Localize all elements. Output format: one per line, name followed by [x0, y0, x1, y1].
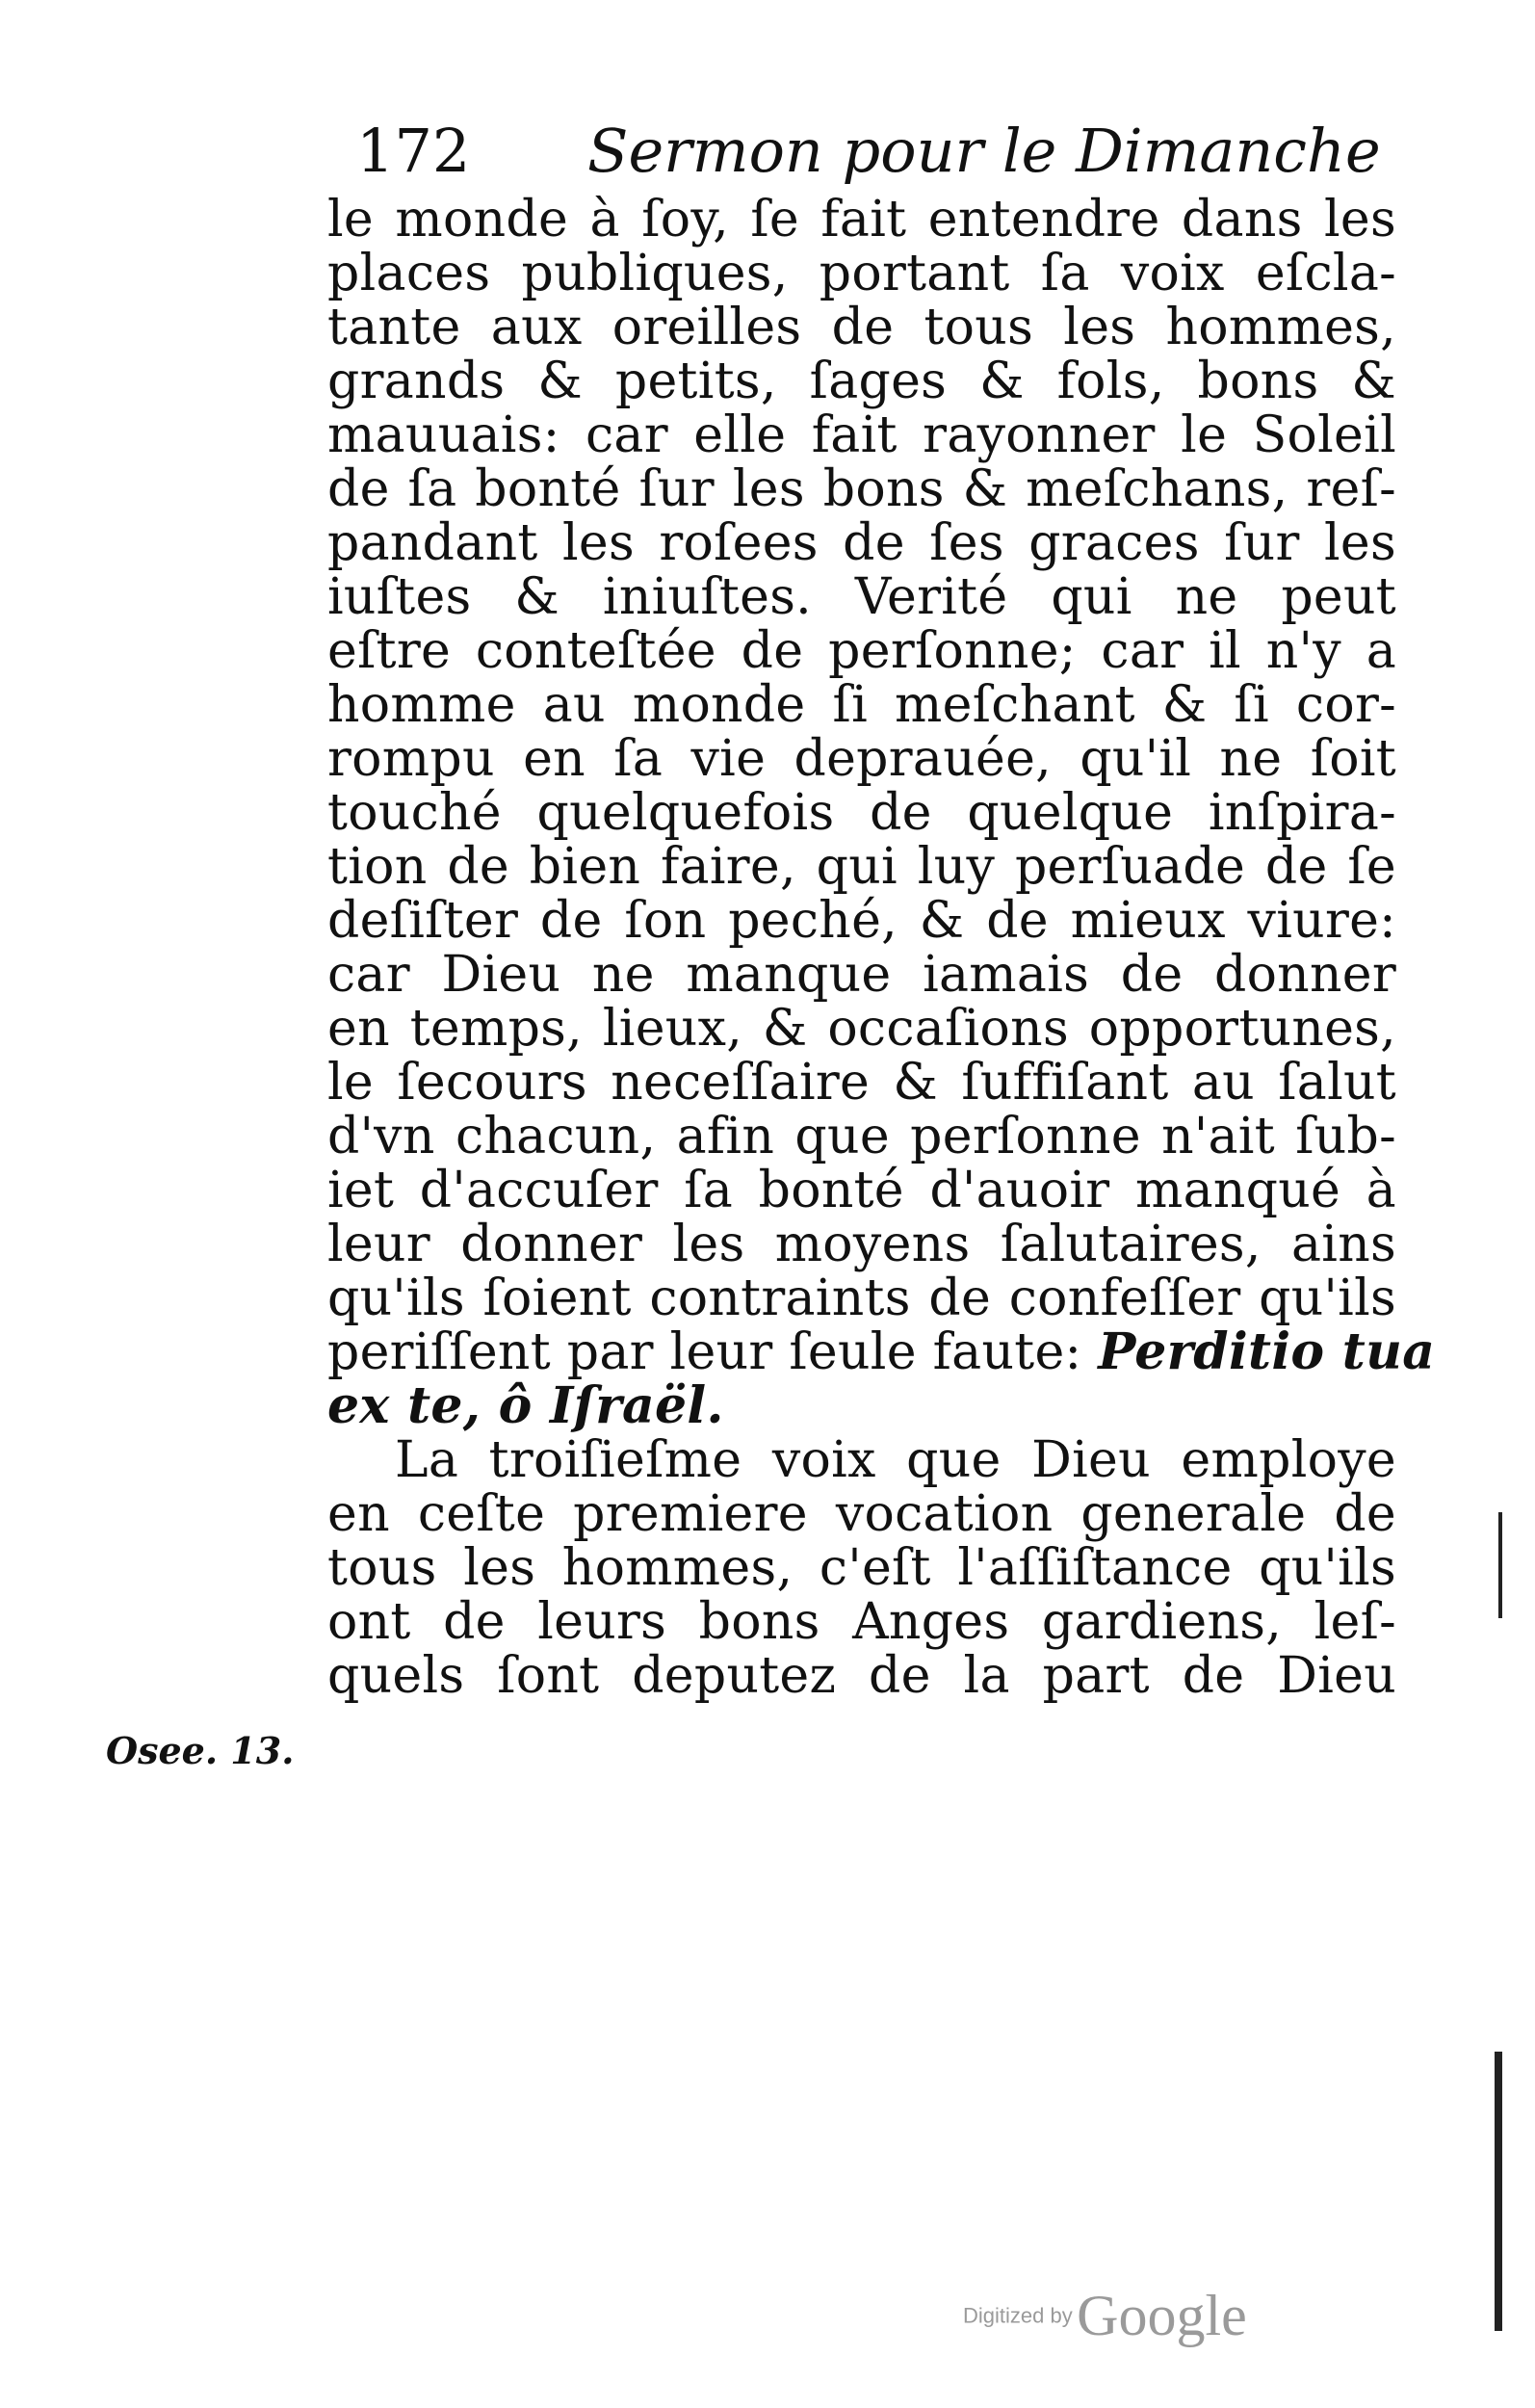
- latin-quote-end: ex te, ô Iſraël.: [327, 1376, 724, 1435]
- paragraph-start-line: La troiſieſme voix que Dieu employe: [395, 1431, 1396, 1489]
- text-line: touché quelquefois de quelque inſpira-: [327, 784, 1396, 842]
- page-number: 172: [356, 116, 471, 186]
- text-line: leur donner les moyens ſalutaires, ains: [327, 1216, 1396, 1273]
- text-line: qu'ils ſoient contraints de confeſſer qu'ils: [327, 1269, 1396, 1327]
- running-head: [356, 108, 1381, 195]
- text-line: iuſtes & iniuſtes. Verité qui ne peut: [327, 568, 1396, 626]
- text-line: d'vn chacun, afin que perſonne n'ait ſub-: [327, 1108, 1396, 1165]
- text-line: deſiſter de ſon peché, & de mieux viure:: [327, 892, 1396, 950]
- text-line: en ceſte premiere vocation generale de: [327, 1485, 1396, 1543]
- scan-edge-mark: [1495, 2052, 1502, 2331]
- text-line: eſtre conteſtée de perſonne; car il n'y a: [327, 622, 1396, 680]
- text-line: pandant les roſees de ſes graces ſur les: [327, 514, 1396, 572]
- text-line: rompu en ſa vie deprauée, qu'il ne ſoit: [327, 730, 1396, 788]
- header-title: Sermon pour le Dimanche: [587, 116, 1381, 186]
- text-line: de ſa bonté ſur les bons & meſchans, reſ-: [327, 460, 1396, 518]
- text-line: grands & petits, ſages & fols, bons &: [327, 353, 1396, 410]
- margin-note: Osee. 13.: [106, 1729, 295, 1772]
- latin-quote: Perditio tua: [1098, 1322, 1436, 1381]
- text-line: ont de leurs bons Anges gardiens, leſ-: [327, 1593, 1396, 1651]
- text-line-with-latin: [327, 1322, 1436, 1381]
- text-line: tante aux oreilles de tous les hommes,: [327, 299, 1396, 356]
- text-line: mauuais: car elle fait rayonner le Soleil: [327, 406, 1396, 464]
- text-line: tion de bien faire, qui luy perſuade de ſe: [327, 838, 1396, 896]
- text-fragment: periſſent par leur ſeule faute:: [327, 1323, 1082, 1381]
- text-line: le ſecours neceſſaire & ſuffiſant au ſalut: [327, 1054, 1396, 1112]
- watermark-prefix: Digitized by: [963, 2303, 1073, 2328]
- text-line: en temps, lieux, & occaſions opportunes,: [327, 1000, 1396, 1058]
- text-line: le monde à ſoy, ſe fait entendre dans les: [327, 191, 1396, 249]
- text-line: places publiques, portant ſa voix eſcla-: [327, 245, 1396, 302]
- text-line: car Dieu ne manque iamais de donner: [327, 946, 1396, 1004]
- scan-edge-mark: [1498, 1512, 1502, 1618]
- text-line: tous les hommes, c'eſt l'aſſiſtance qu'ils: [327, 1539, 1396, 1597]
- watermark-brand-logo: Google: [1077, 2284, 1247, 2347]
- digitized-watermark: [963, 2283, 1348, 2369]
- text-line: quels ſont deputez de la part de Dieu: [327, 1647, 1396, 1705]
- text-line: iet d'accuſer ſa bonté d'auoir manqué à: [327, 1162, 1396, 1219]
- text-line: homme au monde ſi meſchant & ſi cor-: [327, 676, 1396, 734]
- body-text: [327, 191, 1436, 1705]
